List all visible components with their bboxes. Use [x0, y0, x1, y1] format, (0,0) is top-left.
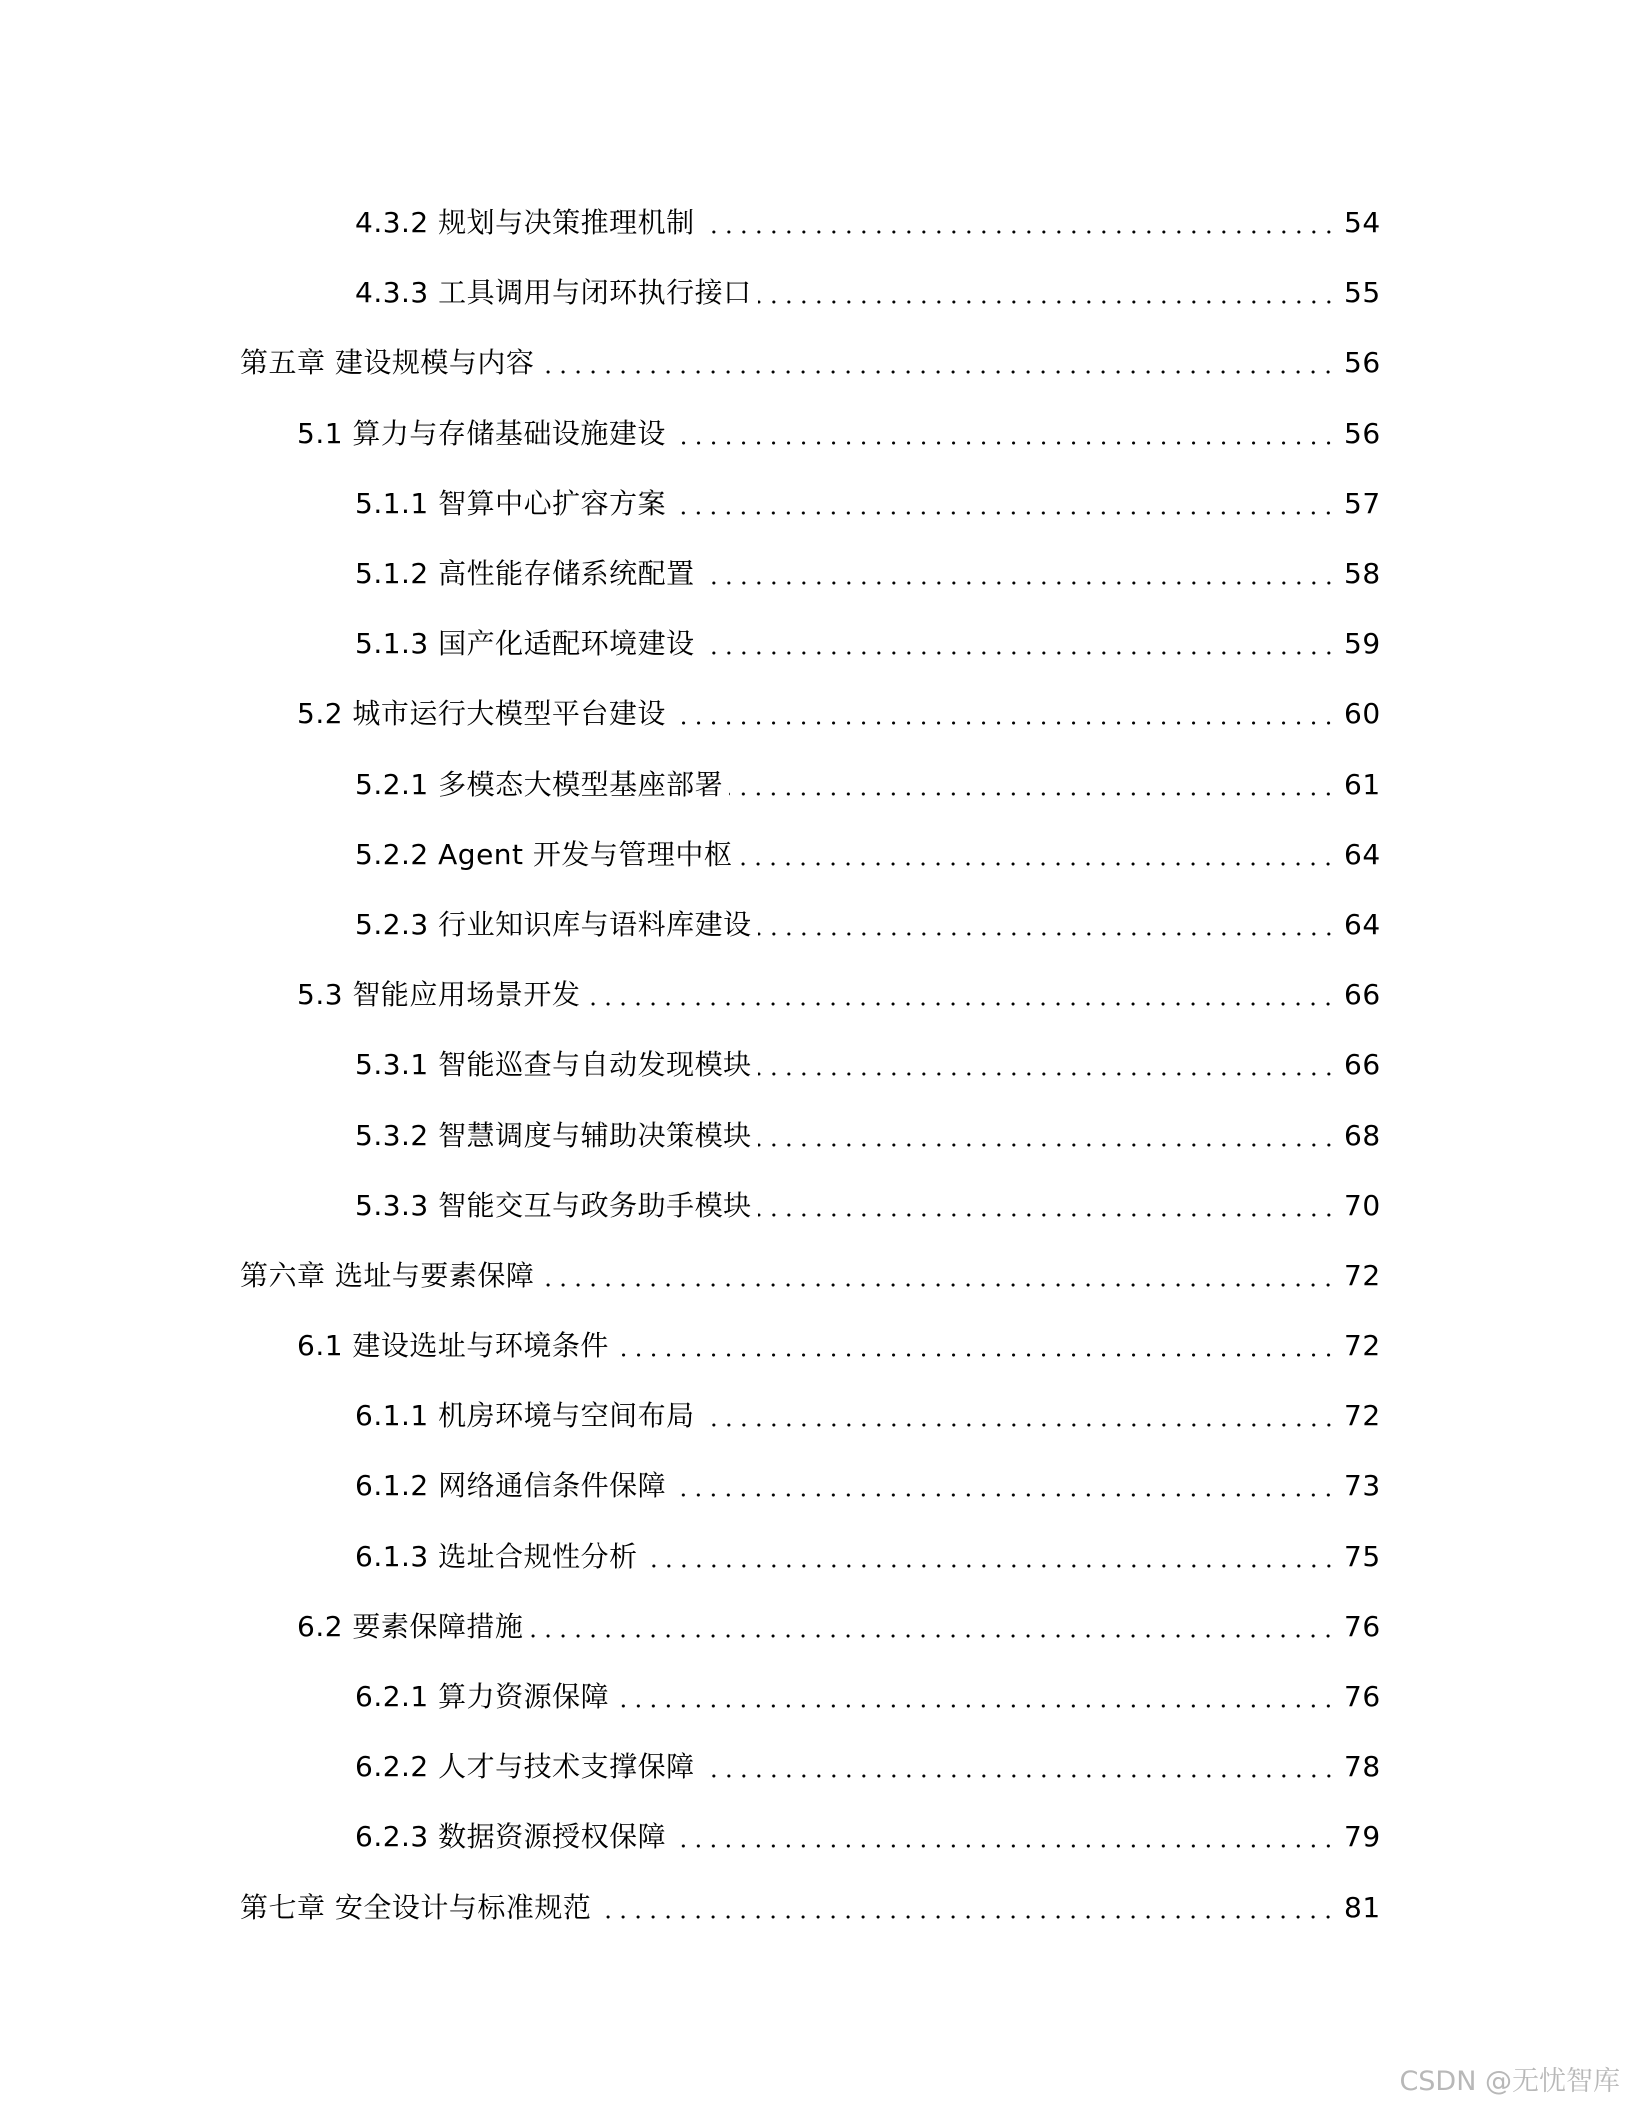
- toc-page-number: 66: [1344, 978, 1381, 1012]
- toc-page-number: 76: [1344, 1609, 1381, 1643]
- toc-page-number: 73: [1344, 1469, 1381, 1503]
- toc-dot-leader: [615, 1353, 1336, 1357]
- toc-dot-leader: [701, 230, 1336, 234]
- toc-entry-title: 5.2.1 多模态大模型基座部署: [355, 771, 729, 799]
- toc-entry[interactable]: [0, 188, 1632, 258]
- toc-entry-title: 6.2.3 数据资源授权保障: [355, 1823, 672, 1851]
- toc-entry[interactable]: [0, 1311, 1632, 1381]
- toc-entry-title: 5.3 智能应用场景开发: [297, 981, 586, 1009]
- toc-page-number: 72: [1344, 1399, 1381, 1433]
- toc-dot-leader: [540, 370, 1336, 374]
- toc-dot-leader: [615, 1704, 1336, 1708]
- toc-entry-title: 5.2.3 行业知识库与语料库建设: [355, 911, 758, 939]
- toc-dot-leader: [644, 1564, 1336, 1568]
- toc-dot-leader: [758, 1072, 1336, 1076]
- toc-entry-title: 6.2.1 算力资源保障: [355, 1683, 615, 1711]
- toc-entry-title: 5.1.2 高性能存储系统配置: [355, 560, 701, 588]
- toc-entry[interactable]: [0, 1732, 1632, 1802]
- table-of-contents: [0, 188, 1632, 1943]
- toc-entry[interactable]: [0, 399, 1632, 469]
- toc-dot-leader: [701, 1774, 1336, 1778]
- toc-entry[interactable]: [0, 890, 1632, 960]
- toc-dot-leader: [597, 1915, 1336, 1919]
- toc-dot-leader: [738, 862, 1336, 866]
- toc-page-number: 56: [1344, 416, 1381, 450]
- toc-dot-leader: [701, 651, 1336, 655]
- toc-page-number: 55: [1344, 276, 1381, 310]
- toc-entry[interactable]: [0, 960, 1632, 1030]
- toc-page-number: 60: [1344, 697, 1381, 731]
- toc-entry[interactable]: [0, 609, 1632, 679]
- csdn-watermark: CSDN @无忧智库: [1399, 2066, 1620, 2097]
- toc-entry-title: 5.3.3 智能交互与政务助手模块: [355, 1192, 758, 1220]
- toc-dot-leader: [672, 511, 1336, 515]
- toc-page-number: 54: [1344, 206, 1381, 240]
- toc-entry-title: 6.2 要素保障措施: [297, 1613, 529, 1641]
- toc-entry-title: 5.2.2 Agent 开发与管理中枢: [355, 841, 738, 869]
- toc-entry[interactable]: [0, 1873, 1632, 1943]
- toc-dot-leader: [758, 1143, 1336, 1147]
- toc-entry[interactable]: [0, 469, 1632, 539]
- toc-page-number: 66: [1344, 1048, 1381, 1082]
- toc-entry-title: 5.2 城市运行大模型平台建设: [297, 700, 672, 728]
- toc-entry-title: 5.3.2 智慧调度与辅助决策模块: [355, 1122, 758, 1150]
- toc-entry[interactable]: [0, 1451, 1632, 1521]
- toc-page-number: 61: [1344, 767, 1381, 801]
- toc-page-number: 76: [1344, 1680, 1381, 1714]
- toc-page-number: 58: [1344, 557, 1381, 591]
- toc-entry[interactable]: [0, 1381, 1632, 1451]
- toc-page-number: 68: [1344, 1118, 1381, 1152]
- toc-entry[interactable]: [0, 258, 1632, 328]
- toc-page-number: 79: [1344, 1820, 1381, 1854]
- toc-entry-title: 第六章 选址与要素保障: [240, 1262, 540, 1290]
- toc-page-number: 56: [1344, 346, 1381, 380]
- toc-entry[interactable]: [0, 1030, 1632, 1100]
- toc-dot-leader: [758, 932, 1336, 936]
- toc-page-number: 64: [1344, 907, 1381, 941]
- toc-page-number: 72: [1344, 1329, 1381, 1363]
- toc-entry-title: 5.1 算力与存储基础设施建设: [297, 420, 672, 448]
- toc-entry[interactable]: [0, 1522, 1632, 1592]
- toc-entry[interactable]: [0, 679, 1632, 749]
- toc-page-number: 75: [1344, 1539, 1381, 1573]
- toc-entry[interactable]: [0, 1100, 1632, 1170]
- toc-dot-leader: [672, 441, 1336, 445]
- toc-page-number: 72: [1344, 1258, 1381, 1292]
- toc-entry-title: 6.1.3 选址合规性分析: [355, 1543, 644, 1571]
- toc-dot-leader: [701, 581, 1336, 585]
- toc-dot-leader: [758, 300, 1336, 304]
- toc-entry-title: 6.2.2 人才与技术支撑保障: [355, 1753, 701, 1781]
- toc-entry-title: 4.3.3 工具调用与闭环执行接口: [355, 279, 758, 307]
- toc-entry[interactable]: [0, 820, 1632, 890]
- toc-entry[interactable]: [0, 328, 1632, 398]
- toc-dot-leader: [672, 1844, 1336, 1848]
- toc-entry-title: 6.1.1 机房环境与空间布局: [355, 1402, 701, 1430]
- toc-entry-title: 第七章 安全设计与标准规范: [240, 1894, 597, 1922]
- toc-page-number: 81: [1344, 1890, 1381, 1924]
- toc-dot-leader: [672, 1493, 1336, 1497]
- toc-entry[interactable]: [0, 750, 1632, 820]
- toc-entry[interactable]: [0, 539, 1632, 609]
- toc-entry-title: 5.1.3 国产化适配环境建设: [355, 630, 701, 658]
- toc-dot-leader: [729, 792, 1336, 796]
- toc-entry[interactable]: [0, 1171, 1632, 1241]
- toc-dot-leader: [758, 1213, 1336, 1217]
- toc-entry-title: 4.3.2 规划与决策推理机制: [355, 209, 701, 237]
- toc-page-number: 57: [1344, 486, 1381, 520]
- toc-entry[interactable]: [0, 1592, 1632, 1662]
- toc-entry-title: 6.1.2 网络通信条件保障: [355, 1472, 672, 1500]
- toc-entry-title: 5.3.1 智能巡查与自动发现模块: [355, 1051, 758, 1079]
- toc-entry-title: 5.1.1 智算中心扩容方案: [355, 490, 672, 518]
- toc-dot-leader: [701, 1423, 1336, 1427]
- toc-entry[interactable]: [0, 1802, 1632, 1872]
- toc-entry[interactable]: [0, 1662, 1632, 1732]
- toc-entry[interactable]: [0, 1241, 1632, 1311]
- toc-page-number: 59: [1344, 627, 1381, 661]
- toc-entry-title: 6.1 建设选址与环境条件: [297, 1332, 615, 1360]
- toc-page-number: 64: [1344, 837, 1381, 871]
- toc-page-number: 70: [1344, 1188, 1381, 1222]
- toc-page-number: 78: [1344, 1750, 1381, 1784]
- toc-dot-leader: [586, 1002, 1336, 1006]
- toc-dot-leader: [529, 1634, 1336, 1638]
- toc-entry-title: 第五章 建设规模与内容: [240, 349, 540, 377]
- toc-dot-leader: [540, 1283, 1336, 1287]
- toc-dot-leader: [672, 721, 1336, 725]
